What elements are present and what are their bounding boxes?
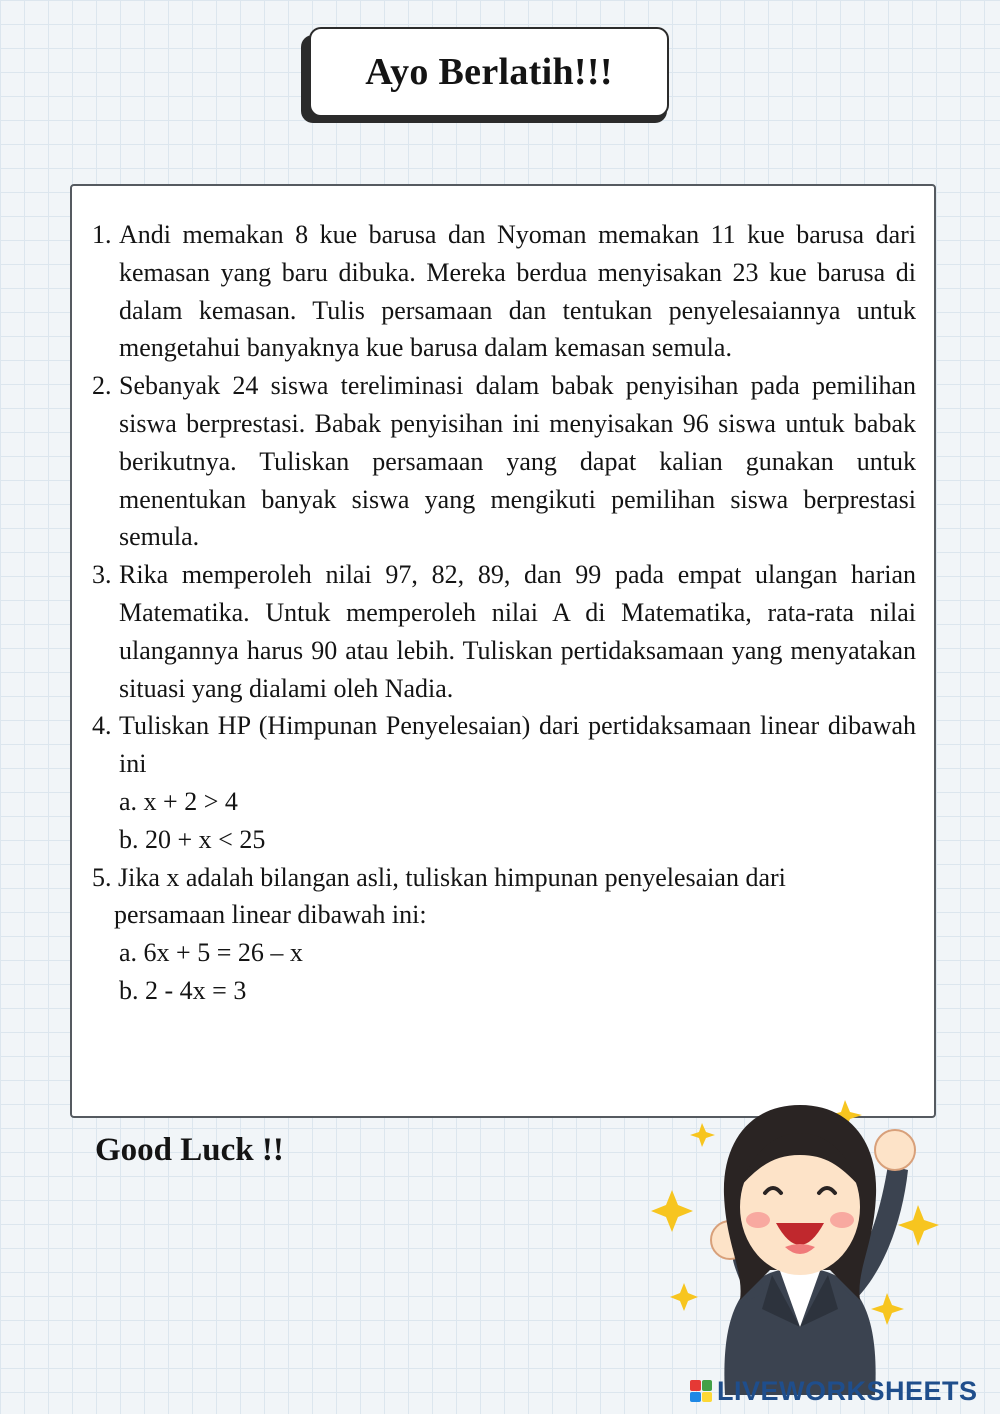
question-number: 4. xyxy=(92,711,112,741)
title-box xyxy=(309,27,669,117)
question-text: Sebanyak 24 siswa tereliminasi dalam babak penyisihan pada pemilihan siswa berprestasi. Babak penyisihan ini menyisakan 96 siswa untuk babak berikutnya. Tuliskan persamaan yang dapat kalian gunakan untuk menentukan banyak siswa yang mengikuti pemilihan siswa berprestasi semula. xyxy=(119,371,916,552)
question-number: 2. xyxy=(92,371,112,401)
question-text: Rika memperoleh nilai 97, 82, 89, dan 99 pada empat ulangan harian Matematika. Untuk memperoleh nilai A di Matematika, rata-rata nilai ulangannya harus 90 atau lebih. Tuliskan pertidaksamaan yang menyatakan situasi yang dialami oleh Nadia. xyxy=(119,560,916,703)
cheering-girl-illustration xyxy=(650,1095,950,1395)
question-text-line-1: Jika x adalah bilangan asli, tuliskan himpunan penyelesaian dari xyxy=(118,862,786,892)
questions-panel xyxy=(70,184,936,1118)
question-4-item-b: b. 20 + x < 25 xyxy=(119,824,266,854)
question-1 xyxy=(92,216,916,367)
question-text: Tuliskan HP (Himpunan Penyelesaian) dari pertidaksamaan linear dibawah ini xyxy=(119,711,916,779)
question-5-item-b: b. 2 - 4x = 3 xyxy=(119,975,247,1005)
question-3 xyxy=(92,556,916,707)
page-title: Ayo Berlatih!!! xyxy=(365,51,613,93)
questions-list xyxy=(92,216,916,1010)
question-5-item-a: a. 6x + 5 = 26 – x xyxy=(119,938,303,968)
liveworksheets-logo xyxy=(690,1374,978,1408)
good-luck-text: Good Luck !! xyxy=(95,1132,284,1168)
logo-text: LIVEWORKSHEETS xyxy=(717,1375,978,1406)
question-2 xyxy=(92,367,916,556)
question-text-line-2: persamaan linear dibawah ini: xyxy=(114,900,427,930)
question-4-item-a: a. x + 2 > 4 xyxy=(119,786,238,816)
question-text: Andi memakan 8 kue barusa dan Nyoman memakan 11 kue barusa dari kemasan yang baru dibuka. Mereka berdua menyisakan 23 kue barusa di dalam kemasan. Tulis persamaan dan tentukan penyelesaiannya untuk mengetahui banyaknya kue barusa dalam kemasan semula. xyxy=(119,220,916,363)
logo-mark-icon xyxy=(690,1380,712,1402)
question-5 xyxy=(92,859,916,935)
question-4 xyxy=(92,707,916,783)
question-number: 3. xyxy=(92,560,112,590)
question-number: 1. xyxy=(92,220,112,249)
question-number: 5. xyxy=(92,862,112,892)
